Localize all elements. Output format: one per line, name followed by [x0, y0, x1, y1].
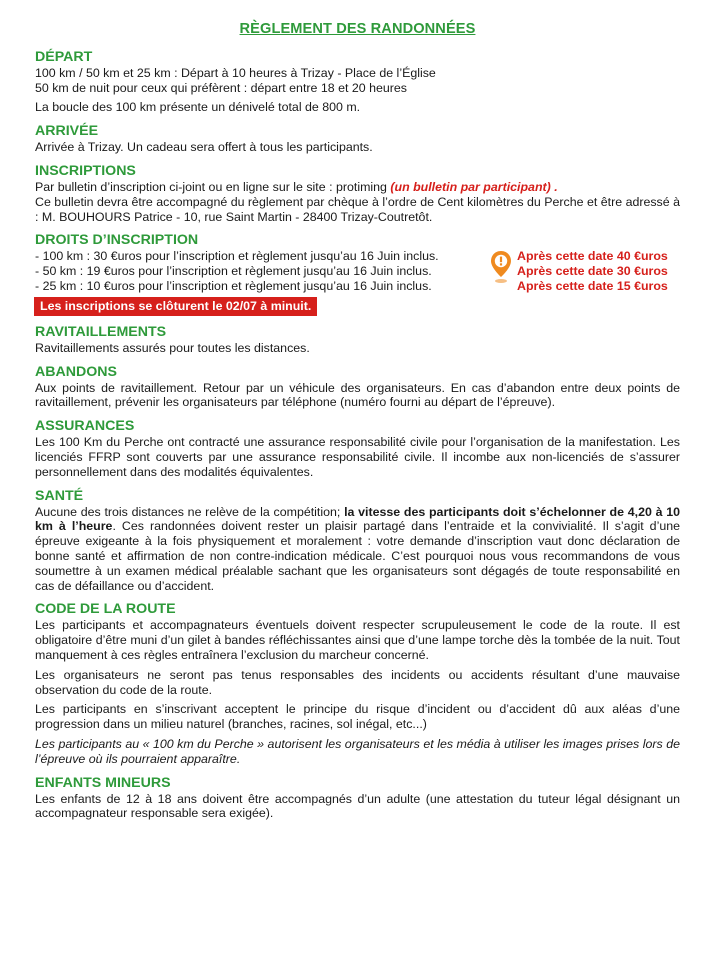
code-route-para-4: Les participants au « 100 km du Perche » autorisent les organisateurs et les média à utiliser les images prises lors de l’épreuve où ils pourraient apparaître.	[35, 736, 680, 766]
rate-100km: - 100 km : 30 €uros pour l’inscription et règlement jusqu’au 16 Juin inclus.	[35, 249, 439, 264]
section-title-depart: DÉPART	[35, 48, 93, 65]
after-price-25km: Après cette date 15 €uros	[517, 278, 668, 293]
arrivee-line-1: Arrivée à Trizay. Un cadeau sera offert à tous les participants.	[35, 140, 373, 155]
document-page	[35, 16, 680, 829]
sante-text-part-1: Aucune des trois distances ne relève de la compétition;	[35, 504, 345, 519]
section-droits	[35, 232, 680, 323]
after-date-prices	[517, 249, 668, 293]
section-title-code-route: CODE DE LA ROUTE	[35, 601, 176, 618]
rate-25km: - 25 km : 10 €uros pour l’inscription et règlement jusqu’au 16 Juin inclus.	[35, 278, 432, 293]
section-title-droits: DROITS D’INSCRIPTION	[35, 232, 199, 249]
after-price-100km: Après cette date 40 €uros	[517, 249, 668, 264]
section-title-inscriptions: INSCRIPTIONS	[35, 162, 136, 179]
enfants-text: Les enfants de 12 à 18 ans doivent être accompagnés d’un adulte (une attestation du tuteur légal désignant un accompagnateur responsable sera exigée).	[35, 791, 680, 821]
section-assurances	[35, 418, 680, 479]
section-inscriptions	[35, 163, 680, 224]
inscriptions-line-1-text: Par bulletin d’inscription ci-joint ou en ligne sur le site : protiming	[35, 179, 391, 194]
inscriptions-note: (un bulletin par participant) .	[390, 179, 558, 194]
closing-date-banner: Les inscriptions se clôturent le 02/07 à minuit.	[34, 297, 317, 316]
section-enfants	[35, 775, 680, 822]
rate-50km: - 50 km : 19 €uros pour l’inscription et règlement jusqu’au 16 Juin inclus.	[35, 264, 432, 279]
depart-line-2: 50 km de nuit pour ceux qui préfèrent : départ entre 18 et 20 heures	[35, 80, 407, 95]
inscriptions-line-1	[35, 180, 680, 195]
section-abandons	[35, 364, 680, 411]
section-sante	[35, 488, 680, 594]
assurances-text: Les 100 Km du Perche ont contracté une assurance responsabilité civile pour l’organisation de la manifestation. Les licenciés FFRP sont couverts par une assurance responsabilité civile. Il incombe aux non-licenciés de s’assurer personnellement dans des modalités équivalentes.	[35, 435, 680, 479]
after-price-50km: Après cette date 30 €uros	[517, 264, 668, 279]
section-depart	[35, 49, 680, 115]
code-route-para-3: Les participants en s’inscrivant acceptent le principe du risque d’incident ou d’accident dû aux aléas d’une progression dans un milieu naturel (branches, racines, sol inégal, etc...)	[35, 702, 680, 732]
ravitaillements-line-1: Ravitaillements assurés pour toutes les distances.	[35, 340, 310, 355]
section-ravitaillements	[35, 324, 680, 356]
section-arrivee	[35, 123, 680, 155]
location-pin-icon	[490, 250, 512, 284]
section-title-arrivee: ARRIVÉE	[35, 123, 99, 140]
section-title-abandons: ABANDONS	[35, 363, 117, 380]
abandons-text: Aux points de ravitaillement. Retour par un véhicule des organisateurs. En cas d’abandon entre deux points de ravitaillement, prévenir les organisateurs par téléphone (numéro fourni au départ de l’épreuve).	[35, 380, 680, 410]
inscriptions-line-2: Ce bulletin devra être accompagné du règlement par chèque à l’ordre de Cent kilomètres du Perche et être adressé à : M. BOUHOURS Patrice - 10, rue Saint Martin - 28400 Trizay-Coutretôt.	[35, 194, 680, 224]
rates-block	[35, 249, 680, 293]
section-title-assurances: ASSURANCES	[35, 418, 135, 435]
section-title-ravitaillements: RAVITAILLEMENTS	[35, 323, 167, 340]
depart-line-3: La boucle des 100 km présente un dénivelé total de 800 m.	[35, 100, 361, 115]
depart-line-1: 100 km / 50 km et 25 km : Départ à 10 heures à Trizay - Place de l’Église	[35, 65, 436, 80]
sante-text-part-3: . Ces randonnées doivent rester un plaisir partagé dans l’entraide et la convivialité. Il s’agit d’une épreuve exigeante à la fois physiquement et moralement : votre demande d’inscription vaut donc déclaration de bonne santé et affirmation de non contre-indication médicale. C’est pourquoi nous vous recommandons de vous soumettre à un examen médical préalable sachant que les organisateurs sont dégagés de toute responsabilité en cas de défaillance ou d’accident.	[35, 519, 680, 593]
section-title-enfants: ENFANTS MINEURS	[35, 774, 171, 791]
code-route-para-2: Les organisateurs ne seront pas tenus responsables des incidents ou accidents résultant d’une mauvaise observation du code de la route.	[35, 667, 680, 697]
page-title: RÈGLEMENT DES RANDONNÉES	[239, 21, 476, 37]
section-title-sante: SANTÉ	[35, 487, 84, 504]
section-code-route	[35, 601, 680, 766]
code-route-para-1: Les participants et accompagnateurs éventuels doivent respecter scrupuleusement le code de la route. Il est obligatoire d’être muni d’un gilet à bandes réfléchissantes ainsi que d’une lampe torche dès la tombée de la nuit. Tout manquement à ces règles entraînera l’exclusion du marcheur concerné.	[35, 618, 680, 662]
sante-speed-requirement: la vitesse des participants doit s’échelonner de 4,20 à 10 km à l’heure	[35, 504, 680, 534]
sante-text	[35, 505, 680, 594]
